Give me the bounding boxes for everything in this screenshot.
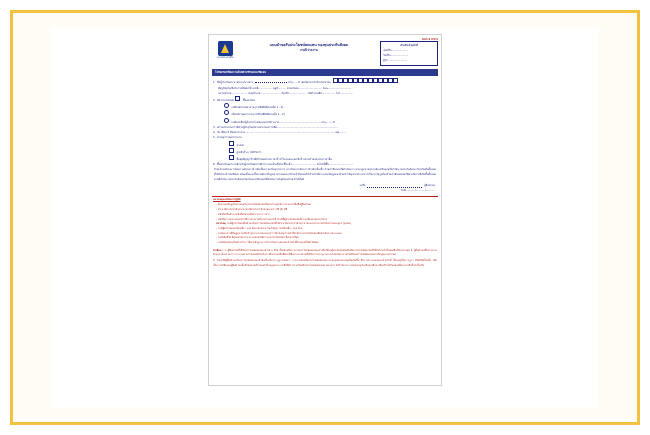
remark-item-2: กรณีเอกสารที่ยื่นสูญหายหรือชำรุดบางส่วนของเอกสาร ให้แจ้งต่อเจ้าหน้าที่สำนักงานประกันสังคมเพื่อดำเนินการตรวจสอบ [217,231,342,235]
radio-change-hospital[interactable] [224,103,229,108]
item-2-label: มีความประสงค์ [216,99,234,103]
reason-option-2 [213,148,437,155]
signature-suffix: ผู้ยื่นคำขอ [424,183,435,187]
item-3-label[interactable]: สถานประกอบการที่ทำอยู่ปัจจุบัน/สถานประกอบการเดิม........................................................................... [216,125,338,129]
reason-option-1 [213,141,437,148]
checkbox-resign[interactable] [229,141,234,146]
item-4-number: 4. [213,131,216,135]
intent-option-3-label: เปลี่ยน/เลือกผู้รับประโยชน์แทนกรณีว่างงาน................................................... อายุ.........ปี [231,120,335,124]
official-field-1[interactable]: วันที่รับ...................... [383,54,409,57]
reason-option-2-label: ถูกเลิกจ้าง / เลิกกิจการ [236,150,262,154]
document-title: แบบคำขอรับประโยชน์ทดแทน กองทุนประกันสังคม [269,43,349,47]
address-line-2[interactable]: แขวง/ตำบล.................... เขต/อำเภอ......................... จังหวัด...................... รหัสไปรษณีย์................ โทร................ [218,91,354,95]
notice-heading: หมายเหตุและข้อควรปฏิบัติ [213,198,241,202]
item-2-choice: ขึ้นทะเบียน [242,99,255,103]
declaration-text: ข้าพเจ้าขอรับรองว่าข้อความดังกล่าวข้างต้นเป็นความจริงทุกประการ หากข้อความดังกล่าวข้างต้นเป็นเท็จ ข้าพเจ้ายินยอมให้ดำเนินการ ตามกฎหมายทุกกรณีและยินยอมให้สำนักงานประกันสังคม เรียกเงินคืนทั้งหมดที่ได้รับไปแล้วโดยมิชอบ พร้อมทั้งดอกเบี้ยตามอัตราที่กฎหมายกำหนดและข้าพเจ้ายินยอมให้เจ้าหน้าที่ตรวจสอบข้อมูลของข้าพเจ้าได้ทุกกรณี และหากเป็นการไม่ถูกต้องข้าพเจ้ายินยอมชดใช้ค่าเสียหายที่เกิดขึ้นทั้งหมดตามที่สำนักงานประกันสังคมเรียกร้องและยินยอมให้หักเงินจากบัญชีของข้าพเจ้าได้ทันที [214,168,436,182]
list-item: - หนังสือ/การตรวจสอบประวัติการจ้างงานที่นายจ้างออกให้ (กรณีที่ผู้ประกันตนเคยมีการเปลี่ยนแปลงนายจ้าง) [216,217,328,221]
warning-title: คำเตือน : [213,248,224,252]
intent-option-1 [213,103,437,110]
notice-list [213,203,437,222]
field-name-row [213,78,437,86]
reason-option-3-label: สิ้นสุดสัญญาจ้างที่มีกำหนดระยะเวลาจ้างไว้แน่นอนและเลิกจ้างตามกำหนดระยะเวลานั้น [236,158,332,162]
radio-select-hospital[interactable] [224,110,229,115]
official-use-box [380,41,438,66]
checkbox-terminated[interactable] [229,148,234,153]
notice-item-2: หนังสือหรือสำเนาหนังสือรับรองข้อความการว่าจ้าง [217,212,270,216]
list-item: - ต้องกรอกข้อมูลในแบบขอรับประโยชน์ทดแทนให้ครบถ้วนทุกข้อ และลงลายมือชื่อผู้ยื่นคำขอ [216,203,311,207]
official-use-title: สำหรับเจ้าหน้าที่ [400,43,418,47]
warning-text-1: 1. ผู้ยื่นคำขอที่ได้รับประโยชน์ทดแทนแล้วไม่ว่า มิใช่ เป็นเงินหรือการจ่ายประโยชน์ทดแทนอย่างอื่นให้แก่ผู้ประกันตนต้องคืนเงินประโยชน์ทดแทนที่ได้รับไปแล้วทั้งหมดคืนให้แก่กองทุน 2. ผู้ยื่นคำขอที่ไม่รายงานตัวและแจ้งสถานะการว่างงานตามกำหนดหรือไม่รับการฝึกอบรมหรือพัฒนาฝีมือแรงงานตามที่ได้รับการบรรจุงานจากสำนักจัดหางานไม่ได้รับประโยชน์ทดแทนตามที่กฎหมายกำหนด [213,248,438,257]
notice-block [209,198,441,247]
remark-item-4: กรณีเงินสมทบ/เงินค้างชำระ ให้นำหลักฐานการชำระเงินมาแสดงต่อเจ้าหน้าที่ด้วยทุกครั้งที่มาติดต่อ [217,240,319,244]
list-item: - สำเนาบัตรประจำตัวประชาชน/บัตรประจำตัวตามมาตรา 38 (4) ที่มี [216,208,288,212]
notice-item-3: หนังสือ/การตรวจสอบประวัติการจ้างงานที่นายจ้างออกให้ (กรณีที่ผู้ประกันตนเคยมีการเปลี่ยนแปลงนายจ้าง) [217,217,328,221]
document-header [209,41,441,66]
item-2-number: 2. [213,99,216,103]
item-1-label: ชื่อผู้ประกันตน นาย/นาง/นางสาว [216,81,254,85]
remark-item-0: กรณีผู้ประกันตนยื่นคำขอรับประโยชน์ทดแทนให้ใช้สำเนาบัตรประจำตัวประชาชนและสำเนาทะเบียนบ้านของบุตร (ทุกคน) [226,222,351,226]
list-item: - กรณีเงินสมทบ/เงินค้างชำระ ให้นำหลักฐานการชำระเงินมาแสดงต่อเจ้าหน้าที่ด้วยทุกครั้งที่มาติดต่อ [216,240,319,244]
signature-date-row [209,188,441,193]
item-5-number: 5. [213,136,216,140]
item-6-number: 6. [213,163,216,167]
reason-option-3 [213,155,437,162]
form-document [208,34,442,386]
item-6-label[interactable]: ขึ้นทะเบียนหางานสำหรับผู้ประกันตนกรณีว่างงานแล้วหรือไม่ ขึ้นแล้ว.............................. ยังไม่ได้ขึ้น.............................. [216,163,354,167]
document-subtitle: กรณีว่างงาน [300,47,318,52]
official-field-2[interactable]: ผู้รับ......................... [383,58,408,62]
warning-block [209,248,441,259]
checkbox-contract-end[interactable] [229,155,234,160]
warning-block-2 [209,258,441,269]
list-item: - กรณีเสียชีวิต ติดต่อสำนักงาน ณ แผนกสวัสดิการและประกันสังคม ที่สะดวกที่สุด [216,236,299,240]
list-item: - กรณีเอกสารที่ยื่นสูญหายหรือชำรุดบางส่วนของเอกสาร ให้แจ้งต่อเจ้าหน้าที่สำนักงานประกันสังคมเพื่อดำเนินการตรวจสอบ [216,231,342,235]
address-line-1[interactable]: ที่อยู่ปัจจุบัน/ที่สามารถติดต่อได้ เลขที่................. หมู่ที่.......... ตรอก/ซอย............................. ถนน............................. [218,86,352,90]
intent-option-2 [213,110,437,117]
remark-item-3: กรณีเสียชีวิต ติดต่อสำนักงาน ณ แผนกสวัสดิการและประกันสังคม ที่สะดวกที่สุด [217,236,299,240]
logo-block [212,41,238,66]
id-number-boxes[interactable] [333,78,397,83]
list-item: - กรณีผู้ประกันตนเปลี่ยนชื่อ - สกุล ต้องแนบสำเนาใบสำคัญการเปลี่ยนชื่อ - สกุล ด้วย [216,226,303,230]
notice-item-0: ต้องกรอกข้อมูลในแบบขอรับประโยชน์ทดแทนให้ครบถ้วนทุกข้อ และลงลายมือชื่อผู้ยื่นคำขอ [217,203,311,207]
reason-option-1-label: ลาออก [236,143,245,147]
signature-label: ลงชื่อ [359,183,366,187]
checkbox-register[interactable] [235,96,240,101]
instruction-bar: โปรดกรอกข้อความด้วยตัวบรรจงและชัดเจน [212,69,438,76]
remark-list [213,222,437,245]
signature-date[interactable]: วันที่............/............/............ [400,188,435,192]
intent-row [213,96,437,103]
intent-option-2-label: เลือกสถานพยาบาล (กรณีไม่มีสิทธิตามข้อ 1 - 2) [231,113,285,117]
item-4-label[interactable]: วัน เดือน ปี ที่ออกจากงาน...............................................................................................................เหตุ........ [216,131,346,135]
list-item: - หนังสือหรือสำเนาหนังสือรับรองข้อความการว่าจ้าง [216,212,270,216]
intent-option-3 [213,118,437,125]
radio-change-beneficiary[interactable] [224,118,229,123]
item-5-label: สาเหตุการออกจากงาน [216,136,242,140]
form-body [209,76,441,167]
notice-item-1: สำเนาบัตรประจำตัวประชาชน/บัตรประจำตัวตามมาตรา 38 (4) ที่มี [217,208,288,212]
signature-input[interactable] [367,184,422,188]
name-input[interactable] [255,79,287,83]
item-1-trailer: อายุ.......ปี เลขบัตรประจำตัวประชาชน [288,81,331,85]
remark-label: หมายเหตุ [216,222,226,226]
document-code: พจก.2 บ5/3 [422,36,438,41]
remark-item-1: กรณีผู้ประกันตนเปลี่ยนชื่อ - สกุล ต้องแนบสำเนาใบสำคัญการเปลี่ยนชื่อ - สกุล ด้วย [217,226,303,230]
title-block [238,41,380,66]
intent-option-1-label: เปลี่ยนสถานพยาบาล (กรณีมีสิทธิตามข้อ 1 - 2) [231,106,284,110]
divider [212,196,438,197]
item-1-number: 1. [213,81,216,85]
official-field-0[interactable]: เลขที่รับ..................... [383,49,409,53]
item-3-number: 3. [213,125,216,129]
company-logo-icon [218,41,233,56]
warning-text-2: 3. ในกรณีมีผู้ยื่นคำขอรับประโยชน์ทดแทนแล้วข้อเท็จจริงปรากฏภายหลังว่า การจ่ายเงินหรือประโยชน์ทดแทนจากกองทุนของกองทุนนั้นเกิดขึ้น ซึ่งการตรวจสอบของเจ้าหน้าที่ เป็นเหตุให้ปรากฏว่า หรือมิได้เป็นเท็จ หรือเป็นการฝ่าฝืนของผู้ยื่นคำขอนั้นมีโทษตามที่กำหนดไว้ในกฎหมาย และมิให้มีการจ่ายเงินหรือประโยชน์ทดแทนตามมาตรา 107 ต้องระวางโทษจำคุกไม่เกินหกเดือน หรือปรับไม่เกินสองหมื่นบาท หรือทั้งจำทั้งปรับ [213,259,437,268]
logo-caption: กรุงเทพประกันชีวิต [216,57,234,59]
